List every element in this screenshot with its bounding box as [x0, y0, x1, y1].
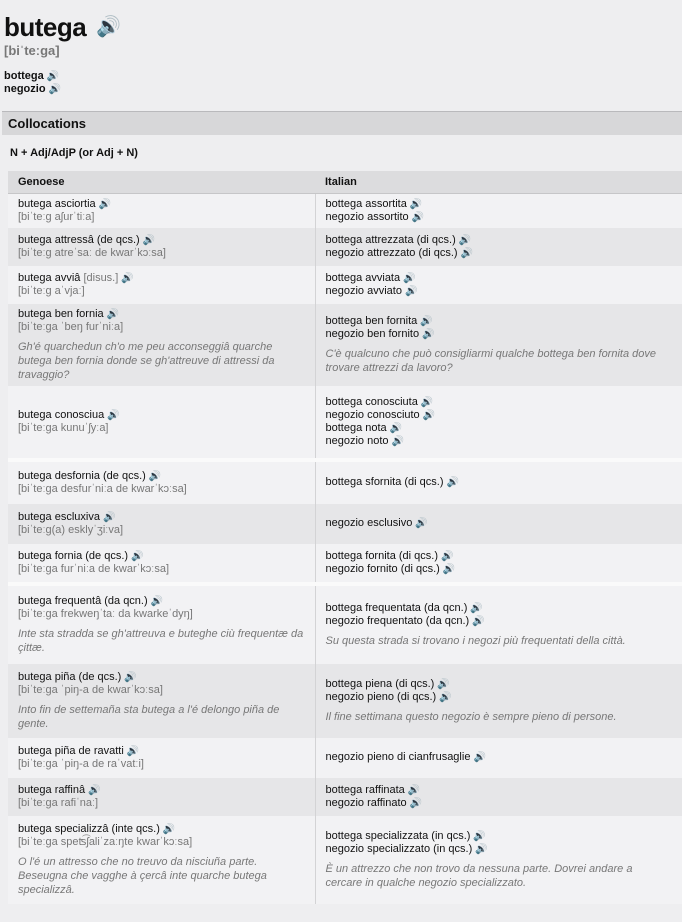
collocation-genoese — [18, 234, 305, 247]
italian-translation: bottega assortita 🔊 — [325, 197, 423, 210]
table-row — [8, 266, 682, 304]
example-genoese: Inte sta stradda se gh'attreuva e buteghe ciù frequentæ da çittæ. — [18, 627, 304, 654]
speaker-icon[interactable]: 🔊 — [148, 470, 162, 482]
italian-translation: bottega raffinata 🔊 — [325, 783, 421, 796]
collocation-text: butega attressâ (de qcs.) — [18, 233, 140, 246]
table-row — [8, 386, 682, 458]
collocation-text: butega piña (de qcs.) — [18, 670, 122, 683]
collocation-text: butega ben fornia — [18, 307, 104, 320]
collocation-pronunciation: [biˈteːga ˈpiŋ-a de raˈvatːi] — [18, 757, 144, 770]
collocation-genoese — [18, 511, 305, 524]
collocation-genoese — [18, 550, 305, 563]
collocation-pronunciation: [biˈteːga frekweŋˈtaː da kwarkeˈdyŋ] — [18, 607, 193, 620]
collocation-text: butega escluxiva — [18, 510, 100, 523]
italian-cell — [315, 664, 682, 738]
italian-translation: negozio conosciuto 🔊 — [325, 408, 436, 421]
subsection-title: N + Adj/AdjP (or Adj + N) — [10, 147, 138, 159]
italian-translation: negozio ben fornito 🔊 — [325, 327, 435, 340]
example-genoese: Gh'é quarchedun ch'o me peu acconseggiâ quarche butega ben fornia donde se gh'attreuve di attressi da travaggio? — [18, 340, 275, 381]
speaker-icon[interactable]: 🔊 — [420, 315, 433, 327]
genoese-cell — [8, 266, 315, 304]
italian-translation: negozio avviato 🔊 — [325, 284, 418, 297]
speaker-icon[interactable]: 🔊 — [48, 84, 62, 95]
speaker-icon[interactable]: 🔊 — [475, 843, 488, 855]
speaker-icon[interactable]: 🔊 — [411, 211, 425, 223]
italian-translation: bottega nota 🔊 — [325, 421, 403, 434]
speaker-icon[interactable]: 🔊 — [420, 396, 434, 408]
genoese-cell — [8, 304, 315, 386]
collocation-genoese — [18, 671, 305, 684]
genoese-cell — [8, 816, 315, 904]
collocation-pronunciation: [biˈteːga ˈpiŋ-a de kwarˈkɔːsa] — [18, 683, 163, 696]
collocation-genoese — [18, 595, 305, 608]
table-row — [8, 586, 682, 664]
speaker-icon[interactable]: 🔊 — [126, 745, 140, 757]
speaker-icon[interactable]: 🔊 — [441, 550, 454, 562]
speaker-icon[interactable]: 🔊 — [473, 830, 486, 842]
collocation-genoese — [18, 272, 305, 285]
speaker-icon[interactable]: 🔊 — [409, 797, 423, 809]
usage-note: [disus.] — [80, 271, 119, 284]
collocation-genoese — [18, 745, 305, 758]
speaker-icon[interactable]: 🔊 — [121, 272, 134, 284]
collocation-text: butega piña de ravatti — [18, 744, 124, 757]
speaker-icon[interactable]: 🔊 — [415, 518, 428, 529]
italian-cell — [315, 194, 682, 228]
italian-translation: negozio assortito 🔊 — [325, 210, 425, 223]
table-row — [8, 664, 682, 738]
column-header-italian: Italian — [315, 171, 682, 194]
italian-cell — [315, 228, 682, 266]
speaker-icon[interactable]: 🔊 — [407, 784, 421, 796]
table-row — [8, 194, 682, 228]
italian-translation: negozio pieno di cianfrusaglie 🔊 — [325, 751, 486, 763]
italian-translation: negozio raffinato 🔊 — [325, 796, 423, 809]
speaker-icon[interactable]: 🔊 — [470, 602, 483, 614]
table-row — [8, 816, 682, 904]
genoese-cell — [8, 386, 315, 458]
example-genoese: Into fin de settemaña sta butega a l'é delongo piña de gente. — [18, 703, 280, 730]
collocation-text: butega avviâ — [18, 271, 81, 284]
italian-translation: bottega avviata 🔊 — [325, 271, 416, 284]
example-italian: Su questa strada si trovano i negozi più frequentati della città. — [325, 634, 626, 647]
example-genoese: O l'é un attresso che no treuvo da nisciuña parte. Beseugna che vagghe à çercâ inte quarche butega specializzâ. — [18, 855, 267, 896]
table-row — [8, 738, 682, 778]
genoese-cell — [8, 462, 315, 504]
genoese-cell — [8, 228, 315, 266]
italian-translation: bottega fornita (di qcs.) 🔊 — [325, 549, 454, 562]
collocation-genoese — [18, 823, 305, 836]
italian-cell — [315, 778, 682, 816]
table-row — [8, 228, 682, 266]
collocation-pronunciation: [biˈteːga kunuˈʃyːa] — [18, 421, 109, 434]
italian-cell — [315, 544, 682, 582]
italian-translation: bottega attrezzata (di qcs.) 🔊 — [325, 233, 472, 246]
genoese-cell — [8, 664, 315, 738]
collocation-text: butega raffinâ — [18, 783, 86, 796]
translation-item: negozio 🔊 — [4, 83, 62, 95]
genoese-cell — [8, 504, 315, 544]
genoese-cell — [8, 778, 315, 816]
speaker-icon[interactable]: 🔊 — [422, 328, 435, 340]
collocation-text: butega specializzâ (inte qcs.) — [18, 822, 160, 835]
column-header-genoese: Genoese — [8, 171, 315, 194]
collocation-text: butega fornia (de qcs.) — [18, 549, 129, 562]
italian-translation: bottega conosciuta 🔊 — [325, 395, 434, 408]
italian-translation: bottega piena (di qcs.) 🔊 — [325, 677, 450, 690]
speaker-icon[interactable]: 🔊 — [95, 16, 121, 38]
headword — [4, 12, 682, 42]
italian-cell — [315, 266, 682, 304]
italian-translation: negozio attrezzato (di qcs.) 🔊 — [325, 246, 474, 259]
speaker-icon[interactable]: 🔊 — [131, 550, 144, 562]
italian-cell — [315, 504, 682, 544]
collocation-genoese — [18, 409, 305, 422]
italian-translation: negozio pieno (di qcs.) 🔊 — [325, 690, 452, 703]
translation-item: bottega 🔊 — [4, 70, 60, 82]
collocations-table — [8, 171, 682, 904]
speaker-icon[interactable]: 🔊 — [142, 234, 156, 246]
italian-translation: bottega ben fornita 🔊 — [325, 314, 433, 327]
speaker-icon[interactable]: 🔊 — [391, 435, 404, 447]
speaker-icon[interactable]: 🔊 — [472, 615, 485, 627]
speaker-icon[interactable]: 🔊 — [107, 409, 120, 421]
speaker-icon[interactable]: 🔊 — [439, 691, 452, 703]
collocation-pronunciation: [biˈteːga ˈbeŋ furˈniːa] — [18, 320, 124, 333]
collocation-pronunciation: [biˈteːga speʦ͡ʃaliˈzaːŋte kwarˈkɔːsa] — [18, 835, 193, 848]
example-italian: C'è qualcuno che può consigliarmi qualche bottega ben fornita dove trovare attrezzi da lavoro? — [325, 347, 656, 374]
speaker-icon[interactable]: 🔊 — [446, 477, 459, 488]
speaker-icon[interactable]: 🔊 — [442, 563, 456, 575]
collocation-genoese — [18, 198, 305, 211]
genoese-cell — [8, 738, 315, 778]
speaker-icon[interactable]: 🔊 — [460, 247, 474, 259]
speaker-icon[interactable]: 🔊 — [150, 595, 164, 607]
italian-translation: negozio esclusivo 🔊 — [325, 517, 428, 529]
speaker-icon[interactable]: 🔊 — [437, 678, 450, 690]
italian-translation: bottega specializzata (in qcs.) 🔊 — [325, 829, 486, 842]
italian-translation: negozio noto 🔊 — [325, 434, 404, 447]
italian-translation: negozio frequentato (da qcn.) 🔊 — [325, 614, 485, 627]
italian-cell — [315, 586, 682, 664]
italian-translation: negozio specializzato (in qcs.) 🔊 — [325, 842, 488, 855]
table-row — [8, 304, 682, 386]
speaker-icon[interactable]: 🔊 — [404, 285, 418, 297]
collocation-genoese — [18, 470, 305, 483]
table-row — [8, 462, 682, 504]
table-row — [8, 504, 682, 544]
speaker-icon[interactable]: 🔊 — [124, 671, 137, 683]
entry-header — [0, 0, 682, 96]
collocation-pronunciation: [biˈteːga furˈniːa de kwarˈkɔːsa] — [18, 562, 170, 575]
collocation-pronunciation: [biˈteːga rafiˈnaː] — [18, 796, 99, 809]
collocation-genoese — [18, 784, 305, 797]
collocation-pronunciation: [biˈteːg aˈvjaː] — [18, 284, 85, 297]
collocation-text: butega desfornia (de qcs.) — [18, 469, 146, 482]
speaker-icon[interactable]: 🔊 — [88, 784, 101, 796]
speaker-icon[interactable]: 🔊 — [389, 422, 403, 434]
speaker-icon[interactable]: 🔊 — [102, 511, 116, 523]
italian-translation: negozio fornito (di qcs.) 🔊 — [325, 562, 456, 575]
headword-text: butega — [4, 12, 87, 42]
collocation-genoese — [18, 308, 305, 321]
speaker-icon[interactable]: 🔊 — [473, 752, 486, 763]
speaker-icon[interactable]: 🔊 — [403, 272, 416, 284]
collocation-text: butega frequentâ (da qcn.) — [18, 594, 148, 607]
italian-translation: bottega frequentata (da qcn.) 🔊 — [325, 601, 483, 614]
speaker-icon[interactable]: 🔊 — [458, 234, 472, 246]
speaker-icon[interactable]: 🔊 — [409, 198, 423, 210]
speaker-icon[interactable]: 🔊 — [98, 198, 112, 210]
collocation-text: butega asciortia — [18, 197, 96, 210]
genoese-cell — [8, 586, 315, 664]
translations — [4, 70, 682, 96]
speaker-icon[interactable]: 🔊 — [422, 409, 436, 421]
italian-cell — [315, 386, 682, 458]
italian-cell — [315, 738, 682, 778]
genoese-cell — [8, 544, 315, 582]
speaker-icon[interactable]: 🔊 — [106, 308, 120, 320]
italian-translation: bottega sfornita (di qcs.) 🔊 — [325, 476, 459, 488]
collocation-pronunciation: [biˈteːga desfurˈniːa de kwarˈkɔːsa] — [18, 482, 187, 495]
table-row — [8, 778, 682, 816]
collocation-pronunciation: [biˈteːg atreˈsaː de kwarˈkɔːsa] — [18, 246, 166, 259]
genoese-cell — [8, 194, 315, 228]
table-row — [8, 544, 682, 582]
headword-pronunciation: [biˈteːga] — [4, 43, 60, 58]
collocation-pronunciation: [biˈteːg aʃurˈtiːa] — [18, 210, 95, 223]
example-italian: È un attrezzo che non trovo da nessuna parte. Dovrei andare a cercare in qualche negozio specializzato. — [325, 862, 633, 889]
italian-cell — [315, 816, 682, 904]
collocation-pronunciation: [biˈteːg(a) esklyˈʒiːva] — [18, 523, 124, 536]
italian-cell — [315, 462, 682, 504]
italian-cell — [315, 304, 682, 386]
section-title: Collocations — [2, 111, 682, 135]
speaker-icon[interactable]: 🔊 — [46, 71, 60, 82]
example-italian: Il fine settimana questo negozio è sempre pieno di persone. — [325, 710, 617, 723]
speaker-icon[interactable]: 🔊 — [162, 823, 176, 835]
collocation-text: butega conosciua — [18, 408, 105, 421]
